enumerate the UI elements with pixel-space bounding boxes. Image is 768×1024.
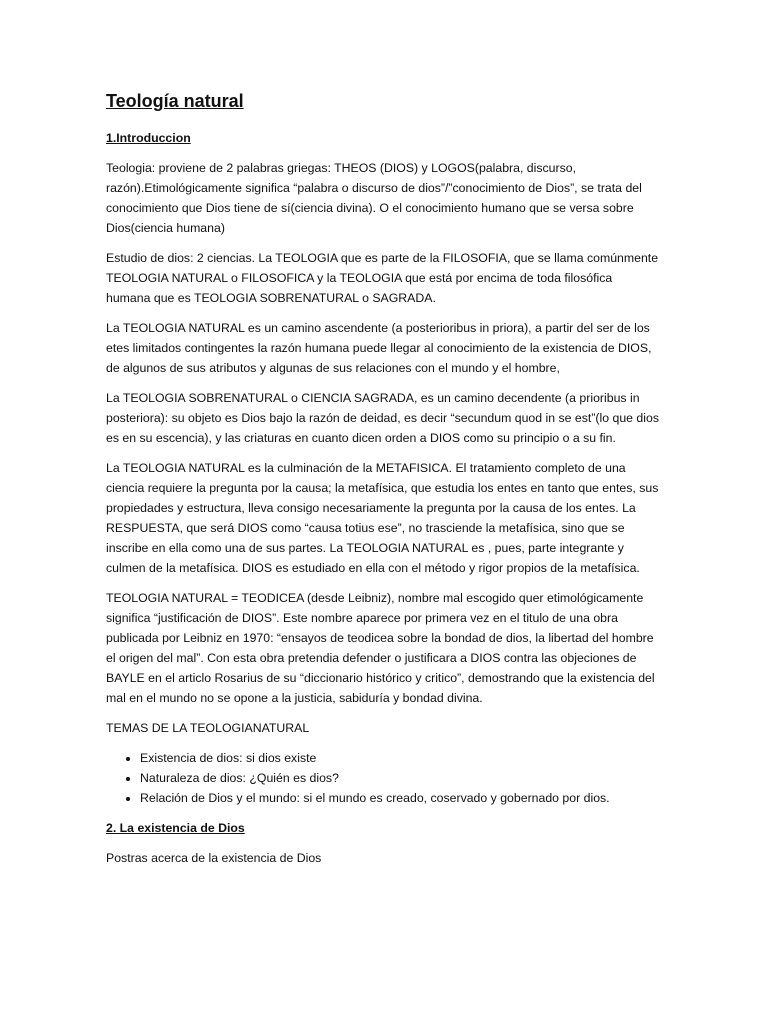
paragraph-temas: TEMAS DE LA TEOLOGIANATURAL [106,721,310,735]
temas-list [106,748,660,808]
paragraph-teodicea: TEOLOGIA NATURAL = TEODICEA (desde Leibniz), nombre mal escogido quer etimológicamente significa “justificación de DIOS”. Este nombre aparece por primera vez en el titulo de una obra publicada por Leibniz en 1970: “ensayos de teodicea sobre la bondad de dios, la libertad del hombre el origen del mal”. Con esta obra pretendia defender o justificara a DIOS contra las objeciones de BAYLE en el articlo Rosarius de su “diccionario histórico y critico”, demostrando que la existencia del mal en el mundo no se opone a la justicia, sabiduría y bondad divina. [106,591,655,705]
paragraph-metafisica: La TEOLOGIA NATURAL es la culminación de la METAFISICA. El tratamiento completo de una ciencia requiere la pregunta por la causa; la metafísica, que estudia los entes en tanto que entes, sus propiedades y estructura, lleva consigo necesariamente la pregunta por la causa de los entes. La RESPUESTA, que será DIOS como “causa totius ese”, no trasciende la metafísica, sino que se inscribe en ella como una de sus partes. La TEOLOGIA NATURAL es , pues, parte integrante y culmen de la metafísica. DIOS es estudiado en ella con el método y rigor propios de la metafísica. [106,461,659,575]
section-heading-introduccion: 1.Introduccion [106,131,191,145]
section-heading-existencia-de-dios: 2. La existencia de Dios [106,821,245,835]
document-title: Teología natural [106,91,244,111]
list-item: • Naturaleza de dios: ¿Quién es dios? [140,768,660,788]
paragraph-postras: Postras acerca de la existencia de Dios [106,851,322,865]
paragraph-teologia-natural: La TEOLOGIA NATURAL es un camino ascendente (a posterioribus in priora), a partir del ser de los etes limitados contingentes la razón humana puede llegar al conocimiento de la existencia de DIOS, de algunos de sus atributos y algunas de sus relaciones con el mundo y el hombre, [106,321,652,375]
list-item: • Relación de Dios y el mundo: si el mundo es creado, coservado y gobernado por dios. [140,788,660,808]
paragraph-estudio-de-dios: Estudio de dios: 2 ciencias. La TEOLOGIA que es parte de la FILOSOFIA, que se llama comúnmente TEOLOGIA NATURAL o FILOSOFICA y la TEOLOGIA que está por encima de toda filosófica humana que es TEOLOGIA SOBRENATURAL o SAGRADA. [106,251,659,305]
paragraph-teologia-sobrenatural: La TEOLOGIA SOBRENATURAL o CIENCIA SAGRADA, es un camino decendente (a prioribus in posteriora): su objeto es Dios bajo la razón de deidad, es decir “secundum quod in se est”(lo que dios es en su escencia), y las criaturas en cuanto dicen orden a DIOS como su principio o a su fin. [106,391,659,445]
list-item: • Existencia de dios: si dios existe [140,748,660,768]
document-page [106,88,660,878]
paragraph-teologia-definicion: Teologia: proviene de 2 palabras griegas: THEOS (DIOS) y LOGOS(palabra, discurso, razón).Etimológicamente significa “palabra o discurso de dios”/”conocimiento de Dios”, se trata del conocimiento que Dios tiene de sí(ciencia divina). O el conocimiento humano que se versa sobre Dios(ciencia humana) [106,161,642,235]
